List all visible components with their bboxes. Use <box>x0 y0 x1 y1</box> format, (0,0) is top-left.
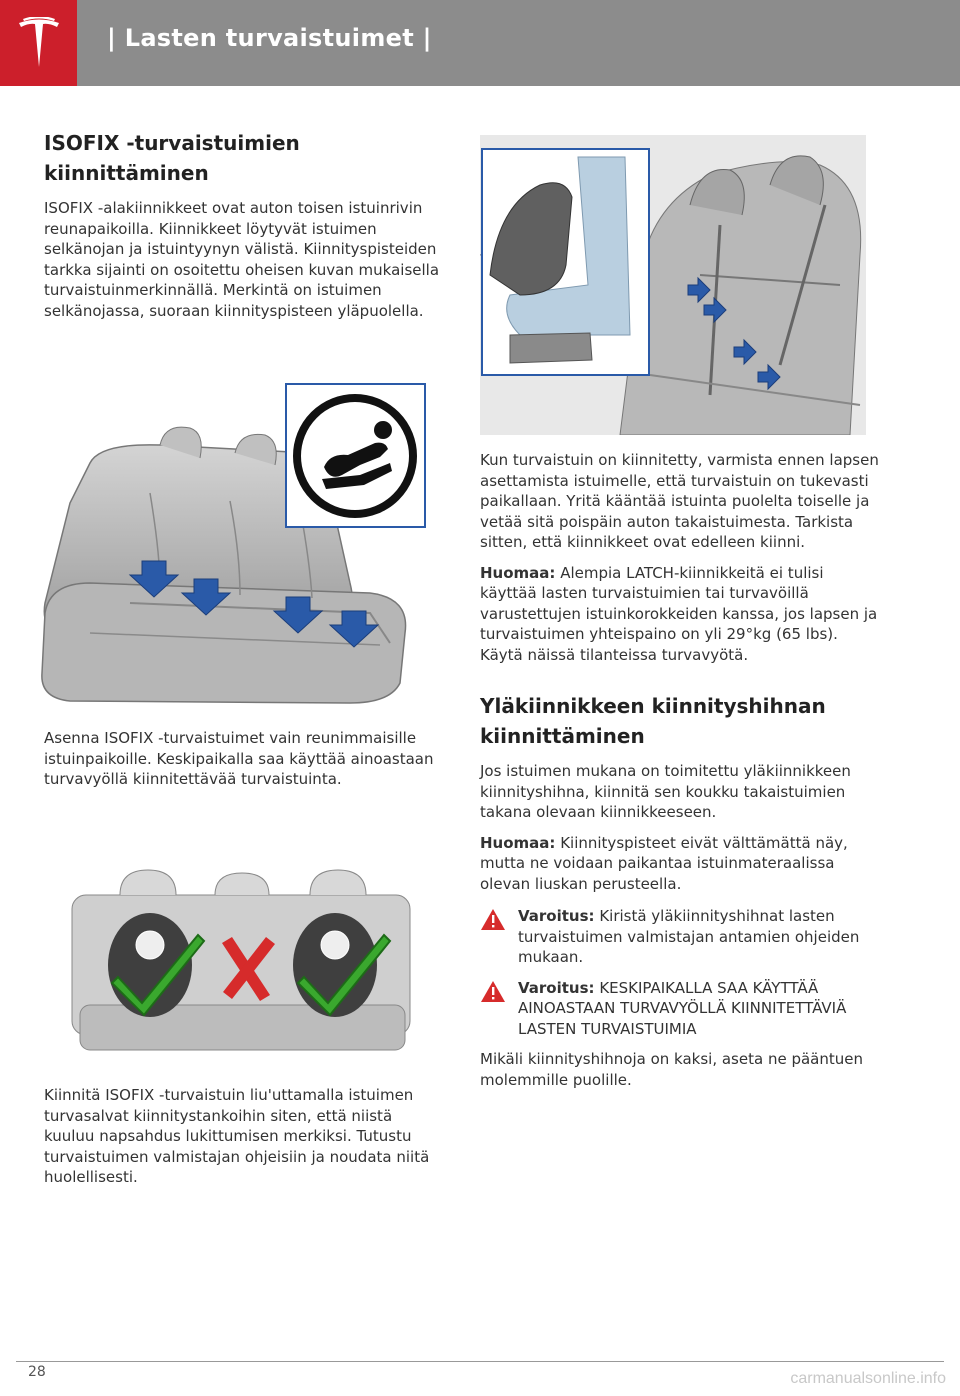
note-text: Kiinnityspisteet eivät välttämättä näy, mutta ne voidaan paikantaa istuinmateraalissa olevan liuskan perusteella. <box>480 833 848 893</box>
isofix-symbol-box <box>286 384 425 527</box>
paragraph-isofix-attach: Kiinnitä ISOFIX -turvaistuin liu'uttamalla istuimen turvasalvat kiinnitystankoihin siten, että niistä kuuluu napsahdus lukittumisen merkiksi. Tutustu turvaistuimen valmistajan ohjeisiin ja noudata niitä huolellisesti. <box>44 1086 430 1186</box>
warning-body: Kiristä yläkiinnityshihnat lasten turvaistuimen valmistajan antamien ohjeiden mukaan. <box>518 907 860 966</box>
warning-label: Varoitus: <box>518 907 595 925</box>
warning-label: Varoitus: <box>518 978 595 997</box>
tesla-logo <box>0 0 77 86</box>
note-latch <box>480 563 880 666</box>
warning-tighten <box>480 906 880 968</box>
watermark: carmanualsonline.info <box>790 1370 946 1387</box>
tether-anchor-figure <box>480 135 866 435</box>
note-label: Huomaa: <box>480 563 556 582</box>
isofix-seat-figure <box>30 383 440 713</box>
page-number: 28 <box>28 1364 46 1380</box>
paragraph-check-seat: Kun turvaistuin on kiinnitetty, varmista ennen lapsen asettamista istuimelle, että turvaistuin on tukevasti paikallaan. Yritä kääntää istuinta puolelta toiselle ja vetää sitä poispäin auton takaistuimesta. Tarkista sitten, että kiinnikkeet ovat edelleen kiinni. <box>480 451 879 551</box>
section-title: | Lasten turvaistuimet | <box>107 24 432 52</box>
paragraph-top-tether: Jos istuimen mukana on toimitettu yläkiinnikkeen kiinnityshihna, kiinnitä sen koukku takaistuimien takana olevaan kiinnikkeeseen. <box>480 762 851 821</box>
paragraph-two-tethers: Mikäli kiinnityshihnoja on kaksi, aseta ne pääntuen molemmille puolille. <box>480 1050 863 1089</box>
note-text: Alempia LATCH-kiinnikkeitä ei tulisi käyttää lasten turvaistuimien tai turvavöillä varustettujen istuinkorokkeiden kanssa, jos lapsen ja turvaistuimen yhteispaino on yli 29°kg (65 lbs). Käytä näissä tilanteissa turvavyötä. <box>480 563 878 664</box>
child-seat-inset <box>482 149 649 375</box>
footer-divider <box>16 1361 944 1362</box>
isofix-symbol-right-icon <box>321 931 349 959</box>
warning-center-seat <box>480 978 880 1040</box>
page-header <box>0 0 960 86</box>
warning-triangle-icon <box>480 908 506 931</box>
seat-positions-figure <box>70 865 415 1060</box>
left-column-bottom <box>44 1085 440 1196</box>
warning-text <box>518 978 880 1040</box>
isofix-symbol-left-icon <box>136 931 164 959</box>
left-column <box>44 128 440 329</box>
warning-body: KESKIPAIKALLA SAA KÄYTTÄÄ AINOASTAAN TURVAVYÖLLÄ KIINNITETTÄVIÄ LASTEN TURVAISTUIMIA <box>518 978 847 1038</box>
warning-text <box>518 906 880 968</box>
warning-triangle-icon <box>480 980 506 1003</box>
paragraph-isofix-positions: Asenna ISOFIX -turvaistuimet vain reunimmaisille istuinpaikoille. Keskipaikalla saa käyttää ainoastaan turvavyöllä kiinnitettävää turvaistuinta. <box>44 729 434 788</box>
paragraph-isofix-intro: ISOFIX -alakiinnikkeet ovat auton toisen istuinrivin reunapaikoilla. Kiinnikkeet löytyvät istuimen selkänojan ja istuintyynyn välistä. Kiinnityspisteiden tarkka sijainti on osoitettu oheisen kuvan mukaisella turvaistuinmerkinnällä. Merkintä on istuimen selkänojassa, suoraan kiinnityspisteen yläpuolella. <box>44 199 440 320</box>
note-label: Huomaa: <box>480 833 556 852</box>
right-column <box>480 450 880 1098</box>
note-tether-points <box>480 833 880 895</box>
tesla-logo-icon <box>17 17 61 69</box>
heading-top-tether: Yläkiinnikkeen kiinnityshihnan kiinnittäminen <box>480 694 826 748</box>
heading-isofix: ISOFIX -turvaistuimien kiinnittäminen <box>44 131 300 185</box>
left-column-mid <box>44 728 440 798</box>
